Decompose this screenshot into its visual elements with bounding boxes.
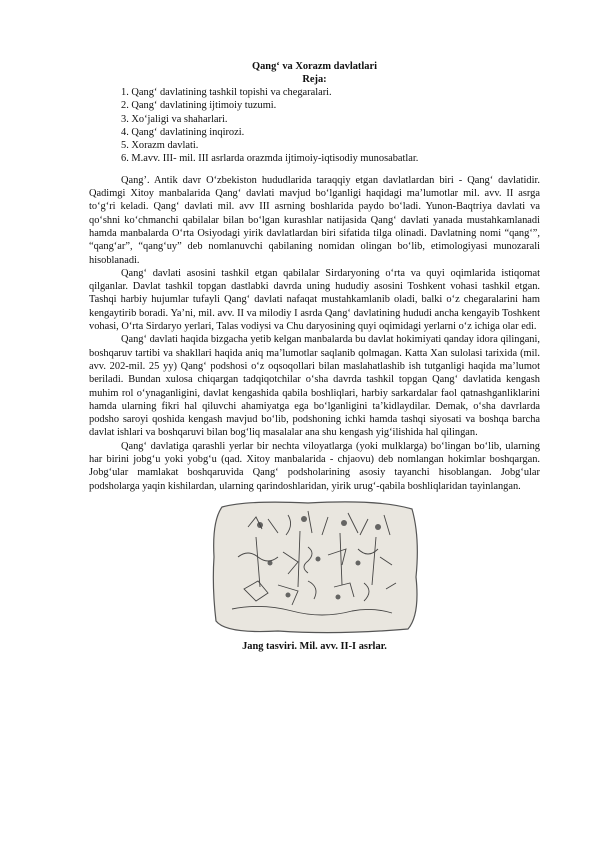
paragraph: Qang‘ davlati haqida bizgacha yetib kelgan manbalarda bu davlat hokimiyati qanday idora qilingani, boshqaruv tartibi va shakllari haqida aniq ma’lumotlar saqlanib qolmagan. Katta Xan sulolasi tarixida (mil. avv. 202-mil. 25 yy) Qang‘ podshosi o‘z oqsoqollari bilan maslahatlashib ish tutganligi haqida ma’lumot beriladi. Bundan xulosa chiqargan tadqiqotchilar o‘sha davrda tashkil topgan Qang‘ davlatida kengash muhim rol o‘ynaganligini, davlat kengashida qabila boshliqlari, harbiy sarkardalar faol qatnashganliklarini hamda ularning fikri hal qiluvchi ahamiyatga ega bo‘lganligini ta’kidlaydilar. Demak, o‘sha davrlarda podsho saroyi qoshida kengash mavjud bo‘lib, podshoning ichki hamda tashqi siyosati va boshqa barcha davlat ishlari va boshqaruvi bilan bog‘liq masalalar ana shu kengash yig‘ilishida hal qilingan. bbox=[89, 334, 540, 439]
plan-item: 5. Xorazm davlati. bbox=[121, 140, 199, 152]
plan-item: 2. Qang‘ davlatining ijtimoiy tuzumi. bbox=[121, 100, 277, 112]
plan-list bbox=[89, 86, 540, 166]
figure-caption: Jang tasviri. Mil. avv. II-I asrlar. bbox=[242, 640, 387, 652]
plan-item: 1. Qang‘ davlatining tashkil topishi va chegaralari. bbox=[121, 87, 332, 98]
battle-scene-engraving-image bbox=[208, 497, 422, 636]
plan-item: 4. Qang‘ davlatining inqirozi. bbox=[121, 126, 245, 138]
paragraph: Qang’. Antik davr O‘zbekiston hududlarida taraqqiy etgan davlatlardan biri - Qang‘ davlatidir. Qadimgi Xitoy manbalarida Qang‘ davlati mavjud bo‘lganligi haqidagi ma’lumotlar mil. avv. II asrga to‘g‘ri keladi. Qang‘ davlati mil. avv III asrning boshlarida paydo bo‘ladi. Yunon-Baqtriya davlati va qo‘shni ko‘chmanchi qabilalar bilan bo‘lgan kurashlar natijasida Qang‘ davlati yanada mustahkamlanadi hamda manbalarda O‘rta Osiyodagi yirik davlatlardan biri sifatida tilga olinadi. Davlatning nomi “qang‘”, “qang‘ar”, “qang‘uy” deb nomlanuvchi qabilaning nomidan olingan bo‘lib, etimologiyasi munozarali hisoblanadi. bbox=[89, 174, 540, 266]
plan-heading: Reja: bbox=[302, 74, 327, 85]
plan-item: 3. Xo‘jaligi va shaharlari. bbox=[121, 113, 228, 125]
paragraph: Qang‘ davlatiga qarashli yerlar bir nechta viloyatlarga (yoki mulklarga) bo‘lingan bo‘lib, ularning har birini jobg‘u yoki yobg‘u (qad. Xitoy manbalarida - chjaovu) deb nomlangan hokimlar boshqargan. Jobg‘ular mamlakat boshqaruvida Qang‘ podsholarining asosiy tayanchi hisoblangan. Jobg‘ular podsholarga yaqin kishilardan, ularning qarindoshlaridan, yirik urug‘-qabila boshliqlaridan tayinlangan. bbox=[89, 440, 540, 492]
paragraph: Qang‘ davlati asosini tashkil etgan qabilalar Sirdaryoning o‘rta va quyi oqimlarida istiqomat qilganlar. Davlat tashkil topgan dastlabki davrda uning hududiy asosini Toshkent vohasi tashkil etgan. Tashqi harbiy hujumlar tufayli Qang‘ davlati nafaqat mustahkamlanib oladi, balki o‘z chegaralarini ham kengaytirib boradi. Ya’ni, mil. avv. II va milodiy I asrda Qang‘ davlatining hududi ancha kengayib Toshkent vohasi, O‘rta Sirdaryo yerlari, Talas vodiysi va Chu daryosining quyi oqimidagi yerlarni o‘z ichiga olar edi. bbox=[89, 267, 540, 333]
plan-item: 6. M.avv. III- mil. III asrlarda orazmda ijtimoiy-iqtisodiy munosabatlar. bbox=[121, 153, 419, 165]
page-title: Qang‘ va Xorazm davlatlari bbox=[252, 61, 377, 72]
